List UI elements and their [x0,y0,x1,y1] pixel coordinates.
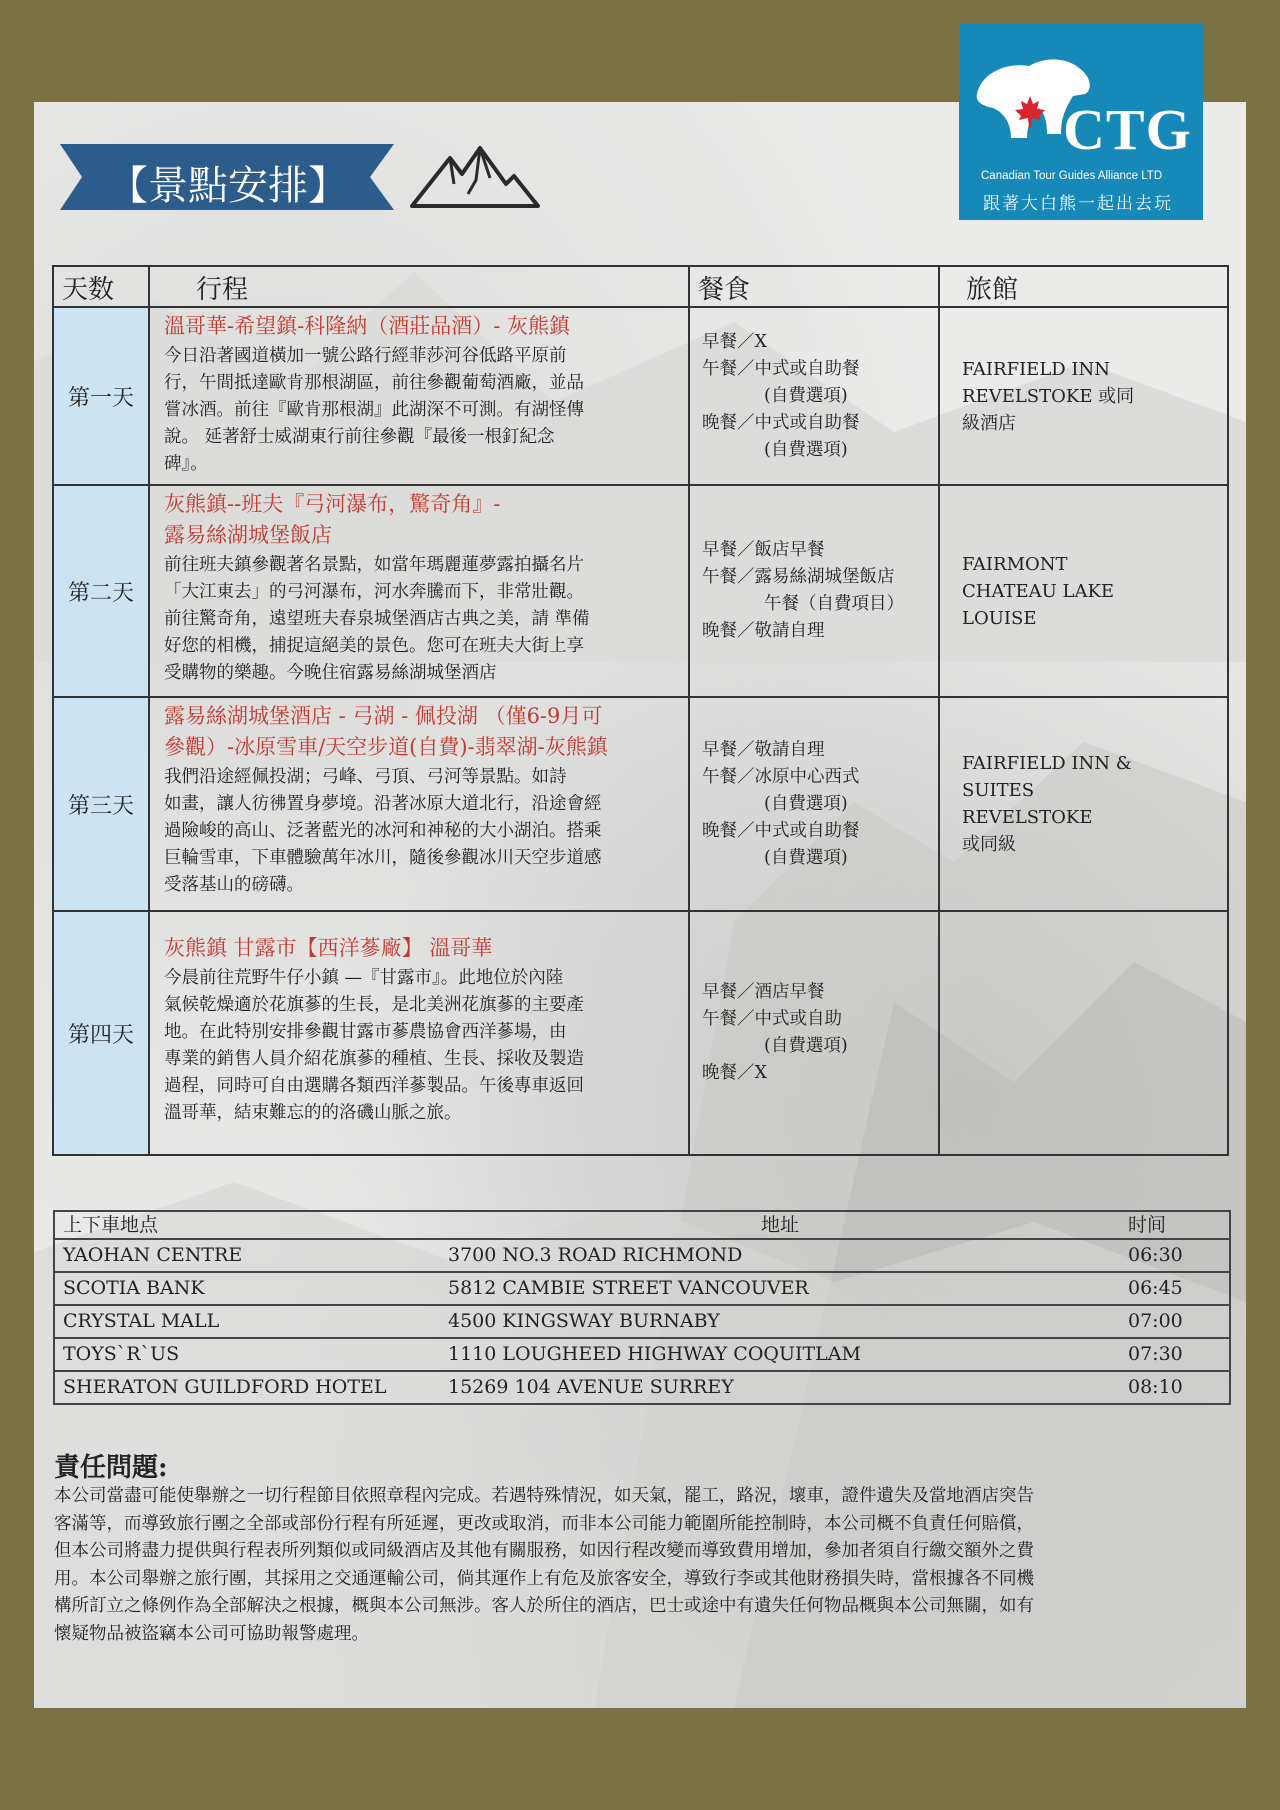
meal-line: 晚餐／中式或自助餐 [702,820,860,841]
responsibility-line: 客滿等，而導致旅行團之全部或部份行程有所延遲，更改或取消，而非本公司能力範圍所能控制時，本公司概不負責任何賠償， [54,1513,1034,1534]
meal-line: 早餐／X [702,331,767,352]
meal-line: 午餐（自費項目） [764,594,904,614]
itinerary-table [52,265,1229,1156]
pickup-row [54,1338,1230,1371]
meals-cell [689,911,939,1155]
pickup-row [54,1305,1230,1338]
mountain-peaks-icon [410,144,540,210]
pickup-place: SHERATON GUILDFORD HOTEL [54,1371,440,1404]
header-address: 地址 [440,1211,1120,1239]
hotel-line: SUITES [962,780,1035,801]
itinerary-cell [149,307,689,485]
pickup-header-row [54,1211,1230,1239]
responsibility-line: 懷疑物品被盜竊本公司可協助報警處理。 [54,1623,369,1644]
hotel-line: FAIRFIELD INN [962,358,1111,380]
responsibility-text [54,1483,1234,1648]
itinerary-title: 露易絲湖城堡酒店 - 弓湖 - 佩投湖 （僅6-9月可 [164,704,603,728]
itinerary-description: 說。 延著舒士威湖東行前往參觀『最後一根釘紀念 [164,427,555,447]
meal-line: 午餐／露易絲湖城堡飯店 [702,567,895,587]
responsibility-line: 用。本公司舉辦之旅行團，其採用之交通運輸公司，倘其運作上有危及旅客安全，導致行李或其他財務損失時，當根據各不同機 [54,1568,1034,1589]
itinerary-title: 灰熊鎮--班夫『弓河瀑布，驚奇角』- [164,492,501,516]
itinerary-description: 行，午間抵達歐肯那根湖區，前往參觀葡萄酒廠，並品 [164,373,584,393]
itinerary-description: 碑』。 [164,454,208,474]
meal-line: (自費選項) [764,793,848,814]
logo-english-name: Canadian Tour Guides Alliance LTD [981,170,1163,182]
hotel-line: REVELSTOKE 或同 [962,385,1135,407]
hotel-line: FAIRFIELD INN & [962,753,1132,774]
itinerary-description: 過險峻的高山、泛著藍光的冰河和神秘的大小湖泊。搭乘 [164,821,602,841]
hotel-cell [939,485,1228,697]
itinerary-header-row [53,266,1228,307]
header-itinerary: 行程 [149,266,689,307]
meal-line: 早餐／酒店早餐 [702,982,825,1002]
itinerary-row [53,697,1228,911]
meal-line: 午餐／冰原中心西式 [702,766,860,787]
itinerary-description: 今日沿著國道橫加一號公路行經菲莎河谷低路平原前 [164,346,567,366]
meal-line: 午餐／中式或自助餐 [702,358,860,379]
pickup-address: 1110 LOUGHEED HIGHWAY COQUITLAM [440,1338,1120,1371]
meal-line: 早餐／敬請自理 [702,739,825,760]
itinerary-description: 前往驚奇角，遠望班夫春泉城堡酒店古典之美，請 準備 [164,609,590,629]
pickup-address: 5812 CAMBIE STREET VANCOUVER [440,1272,1120,1305]
header-time: 时间 [1120,1211,1230,1239]
responsibility-title: 責任問題: [54,1453,168,1483]
hotel-line: FAIRMONT [962,553,1068,575]
itinerary-description: 受購物的樂趣。今晚住宿露易絲湖城堡酒店 [164,663,497,683]
itinerary-title: 露易絲湖城堡飯店 [164,523,332,547]
meal-line: (自費選項) [764,847,848,868]
itinerary-cell [149,697,689,911]
meals-cell [689,307,939,485]
responsibility-line: 但本公司將盡力提供與行程表所列類似或同級酒店及其他有關服務，如因行程改變而導致費用增加，參加者須自行繳交額外之費 [54,1541,1034,1561]
logo-brand: CTG [1063,97,1192,162]
section-banner [60,144,394,214]
meal-line: (自費選項) [764,439,848,460]
pickup-row [54,1272,1230,1305]
itinerary-description: 受落基山的磅礴。 [164,875,304,895]
itinerary-title: 參觀）-冰原雪車/天空步道(自費)-翡翠湖-灰熊鎮 [164,735,608,759]
responsibility-line: 構所訂立之條例作為全部解決之根據，概與本公司無涉。客人於所住的酒店，巴士或途中有遺失任何物品概與本公司無關，如有 [54,1596,1034,1616]
itinerary-description: 地。在此特別安排參觀甘露市蔘農協會西洋蔘場，由 [164,1022,567,1042]
pickup-time: 06:45 [1120,1272,1230,1305]
ctg-logo [959,24,1203,220]
pickup-place: YAOHAN CENTRE [54,1239,440,1272]
section-title: 【景點安排】 [108,163,348,209]
hotel-cell [939,697,1228,911]
hotel-line: REVELSTOKE [962,807,1093,828]
itinerary-description: 好您的相機，捕捉這絕美的景色。您可在班夫大街上享 [164,636,584,656]
pickup-place: SCOTIA BANK [54,1272,440,1305]
itinerary-cell [149,485,689,697]
itinerary-row [53,307,1228,485]
meals-cell [689,697,939,911]
pickup-address: 3700 NO.3 ROAD RICHMOND [440,1239,1120,1272]
pickup-place: TOYS`R`US [54,1338,440,1371]
hotel-line: CHATEAU LAKE [962,580,1115,602]
pickup-table [53,1210,1231,1405]
day-label: 第三天 [53,697,149,911]
meal-line: 晚餐／X [702,1063,767,1083]
itinerary-description: 「大江東去」的弓河瀑布，河水奔騰而下，非常壯觀。 [164,582,584,602]
pickup-time: 07:30 [1120,1338,1230,1371]
itinerary-description: 過程，同時可自由選購各類西洋蔘製品。午後專車返回 [164,1076,584,1096]
itinerary-description: 專業的銷售人員介紹花旗蔘的種植、生長、採收及製造 [164,1049,584,1069]
pickup-time: 06:30 [1120,1239,1230,1272]
meal-line: 晚餐／敬請自理 [702,621,825,641]
itinerary-description: 溫哥華，結束難忘的的洛磯山脈之旅。 [164,1103,462,1123]
itinerary-description: 巨輪雪車，下車體驗萬年冰川，隨後參觀冰川天空步道感 [164,848,602,868]
meal-line: 午餐／中式或自助 [702,1009,842,1029]
logo-chinese-slogan: 跟著大白熊一起出去玩 [983,194,1173,214]
itinerary-description: 嘗冰酒。前往『歐肯那根湖』此湖深不可測。有湖怪傳 [164,400,584,420]
header-hotel: 旅館 [939,266,1228,307]
pickup-place: CRYSTAL MALL [54,1305,440,1338]
pickup-address: 4500 KINGSWAY BURNABY [440,1305,1120,1338]
itinerary-cell [149,911,689,1155]
meal-line: (自費選項) [764,385,848,406]
day-label: 第四天 [53,911,149,1155]
itinerary-title: 溫哥華-希望鎮-科隆納（酒莊品酒）- 灰熊鎮 [164,314,570,338]
header-pickup-place: 上下車地点 [54,1211,440,1239]
meal-line: 早餐／飯店早餐 [702,540,825,560]
hotel-line: LOUISE [962,607,1037,629]
meals-cell [689,485,939,697]
pickup-row [54,1371,1230,1404]
day-label: 第一天 [53,307,149,485]
pickup-time: 07:00 [1120,1305,1230,1338]
itinerary-description: 如畫，讓人彷彿置身夢境。沿著冰原大道北行，沿途會經 [164,794,602,814]
pickup-time: 08:10 [1120,1371,1230,1404]
itinerary-description: 前往班夫鎮參觀著名景點，如當年瑪麗蓮夢露拍攝名片 [164,555,584,575]
header-meals: 餐食 [689,266,939,307]
pickup-address: 15269 104 AVENUE SURREY [440,1371,1120,1404]
responsibility-line: 本公司當盡可能使舉辦之一切行程節目依照章程內完成。若遇特殊情況，如天氣，罷工，路況，壞車，證件遺失及當地酒店突告 [54,1486,1034,1506]
hotel-cell [939,307,1228,485]
hotel-line: 級酒店 [962,412,1016,434]
meal-line: 晚餐／中式或自助餐 [702,412,860,433]
header-day: 天数 [53,266,149,307]
itinerary-description: 今晨前往荒野牛仔小鎮 —『甘露市』。此地位於內陸 [164,968,564,988]
itinerary-title: 灰熊鎮 甘露市【西洋蔘廠】 溫哥華 [164,936,493,960]
itinerary-description: 氣候乾燥適於花旗蔘的生長，是北美洲花旗蔘的主要產 [164,995,584,1015]
itinerary-row [53,911,1228,1155]
itinerary-row [53,485,1228,697]
hotel-cell [939,911,1228,1155]
day-label: 第二天 [53,485,149,697]
itinerary-description: 我們沿途經佩投湖；弓峰、弓頂、弓河等景點。如詩 [164,767,567,787]
meal-line: (自費選項) [764,1036,848,1056]
pickup-row [54,1239,1230,1272]
hotel-line: 或同級 [962,834,1016,855]
